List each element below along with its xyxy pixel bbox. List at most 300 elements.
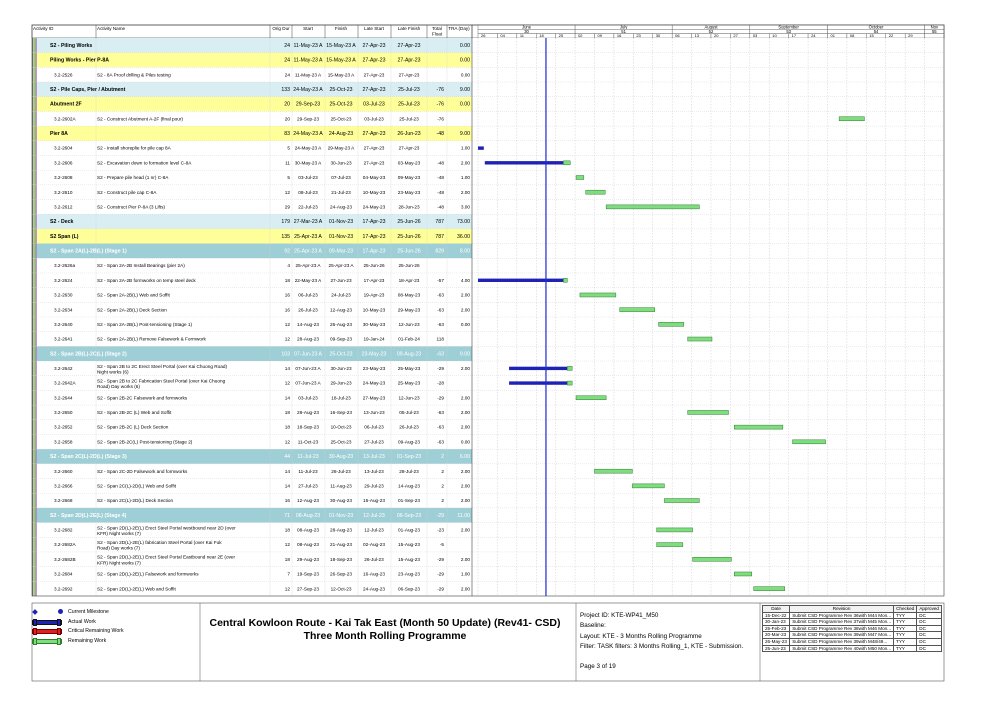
cell-activity-id: 3.2-2652 — [54, 424, 73, 430]
cell-activity-name: S2 - Span 2D(L)-2E(L) Web and Soffit — [97, 586, 176, 592]
wbs-rail — [34, 38, 35, 53]
col-header-late-start: Late Start — [364, 26, 384, 31]
cell-orig-dur: 12 — [284, 336, 290, 342]
remaining-work-bar — [563, 278, 567, 282]
remaining-work-bar — [659, 322, 684, 326]
cell-activity-name: S2 - Construct Pier P-8A (3 Lifts) — [97, 204, 165, 210]
cell-start: 25-Apr-23 A — [295, 263, 321, 269]
cell-late-finish: 27-Apr-23 — [398, 145, 420, 151]
cell-orig-dur: 29 — [284, 204, 290, 210]
cell-tra-day: 2.00 — [460, 365, 470, 371]
cell-total-float: -63 — [437, 439, 444, 445]
cell-late-finish: 27-Apr-23 — [398, 72, 420, 78]
wbs-rail — [33, 317, 34, 332]
cell-late-start: 06-Jul-23 — [364, 424, 384, 430]
revision-cell: TYY — [894, 625, 917, 632]
wbs-rail — [36, 420, 37, 435]
cell-late-finish: 15-Aug-23 — [398, 542, 420, 548]
cell-activity-name: S2 - Span 2C(L)-2D(L) Deck Section — [97, 498, 174, 504]
cell-activity-name: S2 - Span 2D(L)-2E(L) Falsework and formworks — [97, 571, 199, 577]
cell-start: 28-Aug-23 — [297, 410, 319, 416]
cell-late-finish: 09-May-23 — [397, 175, 421, 181]
cell-activity-name: S2 - Excavation down to formation level C-8A — [97, 160, 192, 166]
cell-finish: 24-Jul-23 — [331, 292, 351, 298]
revision-row — [763, 612, 942, 619]
cell-finish: 25-Apr-23 A — [328, 263, 354, 269]
cell-late-finish: 03-May-23 — [397, 160, 421, 166]
cell-orig-dur: 92 — [284, 248, 290, 255]
cell-late-finish: 01-Sep-23 — [398, 498, 420, 504]
cell-start: 19-Sep-23 — [297, 571, 319, 577]
actual-work-bar — [509, 381, 567, 384]
cell-total-float: -57 — [437, 277, 444, 283]
cell-orig-dur: 44 — [284, 454, 290, 461]
cell-late-finish: 25-Jul-23 — [398, 101, 420, 108]
cell-start: 11-Jul-23 — [298, 468, 318, 474]
revision-cell: TYY — [894, 638, 917, 645]
cell-late-finish: 12-Jun-23 — [398, 321, 420, 327]
cell-late-finish: 28-Jun-23 — [398, 204, 420, 210]
cell-late-start: 17-Apr-23 — [362, 233, 386, 240]
cell-late-finish: 09-Aug-23 — [396, 351, 422, 358]
cell-late-start: 27-Apr-23 — [362, 57, 386, 64]
cell-total-float: 2 — [441, 483, 444, 489]
remaining-work-bar — [657, 528, 693, 532]
wbs-rail — [34, 214, 35, 229]
wbs-rail — [33, 479, 34, 494]
cell-finish: 10-Oct-23 — [330, 424, 352, 430]
cell-activity-name: S2 - Span 2A-2B(L) Deck Section — [97, 307, 167, 313]
cell-late-finish: 15-Aug-23 — [398, 556, 420, 562]
cell-activity-id: 3.2-2644 — [54, 395, 73, 401]
cell-late-start: 13-Jul-23 — [363, 454, 385, 461]
legend — [30, 608, 190, 646]
wbs-rail — [36, 493, 37, 508]
wbs-rail — [34, 141, 35, 156]
bar-end-cap — [33, 638, 37, 645]
critical-bar-icon — [32, 629, 62, 634]
wbs-rail — [34, 185, 35, 200]
remaining-work-bar — [563, 161, 570, 165]
wbs-rail — [33, 537, 34, 552]
month-label: Nov — [930, 24, 939, 30]
cell-late-start: 27-Apr-23 — [363, 72, 385, 78]
cell-activity-name: Piling Works - Pier P-8A — [50, 57, 109, 64]
cell-orig-dur: 71 — [284, 512, 290, 519]
wbs-rail — [36, 479, 37, 494]
cell-orig-dur: 16 — [284, 307, 290, 313]
cell-finish: 26-Sep-23 — [330, 571, 352, 577]
wbs-rail — [34, 464, 35, 479]
cell-tra-day: 2.00 — [460, 498, 470, 504]
cell-start: 25-Apr-23 A — [294, 248, 322, 255]
cell-late-start: 27-May-23 — [362, 395, 386, 401]
cell-activity-id: 3.2-2682 — [54, 527, 73, 533]
cell-late-start: 25-Jun-26 — [363, 263, 385, 269]
cell-late-finish: 23-Aug-23 — [398, 571, 420, 577]
cell-start: 26-Jul-23 — [298, 307, 318, 313]
day-label: 15 — [869, 33, 874, 39]
cell-activity-name: S2 - Prepare pile head (1 nr) C-8A — [97, 175, 169, 181]
revision-cell: Submit CSD Programme Rev 40with M50 Mon... — [790, 645, 894, 652]
milestone-icon-2 — [58, 609, 63, 614]
cell-orig-dur: 179 — [281, 219, 290, 226]
cell-total-float: 2 — [441, 498, 444, 504]
month-label: October — [868, 24, 884, 30]
cell-activity-name-cont: KFR) Night works (7) — [97, 560, 141, 566]
cell-late-finish: 25-Jul-23 — [399, 116, 419, 122]
row-band-timeline — [472, 82, 944, 97]
month-label: August — [704, 24, 718, 30]
week-label: 55 — [931, 28, 937, 34]
cell-total-float: -29 — [437, 365, 444, 371]
wbs-rail — [33, 82, 34, 97]
wbs-rail — [33, 258, 34, 273]
cell-start: 24-May-23 A — [293, 86, 323, 93]
cell-late-finish: 23-May-23 — [397, 189, 421, 195]
col-header-late-finish: Late Finish — [397, 26, 421, 31]
day-cell — [925, 34, 944, 38]
day-label: 11 — [519, 33, 524, 39]
cell-activity-name: S2 - Span 2B-2C(L) Post-tensioning (Stage 2) — [97, 439, 193, 445]
cell-total-float: 118 — [436, 336, 444, 342]
wbs-rail — [36, 200, 37, 215]
cell-total-float: 787 — [435, 219, 444, 226]
cell-late-start: 16-Aug-23 — [363, 571, 385, 577]
remaining-bar-icon — [32, 639, 62, 644]
week-label: 53 — [786, 28, 792, 34]
cell-tra-day: 0.00 — [460, 72, 470, 78]
col-header-tra-day: TRA (Day) — [448, 26, 470, 31]
cell-finish: 18-Jul-23 — [331, 395, 351, 401]
cell-finish: 25-Oct-23 — [329, 86, 353, 93]
remaining-work-bar — [693, 557, 732, 561]
actual-work-bar — [478, 279, 563, 282]
cell-late-finish: 12-Jun-23 — [398, 395, 420, 401]
remaining-work-bar — [606, 205, 699, 209]
revision-cell: 30-Jan-23 — [763, 619, 790, 626]
remaining-work-bar — [567, 366, 572, 370]
cell-start: 24-May-23 A — [293, 131, 323, 138]
cell-activity-id: 3.2-2602A — [54, 116, 76, 122]
cell-orig-dur: 18 — [284, 410, 290, 416]
cell-tra-day: 9.00 — [459, 351, 470, 358]
revision-cell: TYY — [894, 619, 917, 626]
row-band-timeline — [472, 214, 944, 229]
legend-label: Actual Work — [68, 618, 96, 625]
wbs-rail — [34, 170, 35, 185]
cell-tra-day: 6.00 — [459, 454, 470, 461]
milestone-icon — [32, 609, 38, 615]
cell-orig-dur: 14 — [284, 365, 290, 371]
remaining-work-bar — [576, 176, 584, 180]
wbs-rail — [33, 141, 34, 156]
cell-activity-name: S2 - Span 2B-2C (L) Deck Section — [97, 424, 169, 430]
cell-finish: 15-May-23 A — [327, 72, 355, 78]
cell-activity-name: S2 - Span 2A(L)-2B(L) (Stage 1) — [50, 248, 127, 255]
cell-activity-id: 3.2-2606 — [54, 160, 73, 166]
cell-total-float: -5 — [439, 542, 444, 548]
cell-total-float: -28 — [437, 380, 444, 386]
wbs-rail — [36, 170, 37, 185]
cell-orig-dur: 20 — [284, 116, 290, 122]
cell-activity-name: S2 - Span 2D(L)-2E(L) fabrication Steel Portal (over Kai Fuk — [97, 540, 222, 546]
cell-finish: 25-Oct-23 — [330, 439, 352, 445]
cell-finish: 01-Nov-23 — [328, 512, 354, 519]
cell-late-start: 29-Jul-23 — [364, 483, 384, 489]
revision-cell: TYY — [894, 632, 917, 639]
wbs-rail — [33, 449, 34, 464]
cell-orig-dur: 14 — [284, 395, 290, 401]
wbs-rail — [34, 288, 35, 303]
cell-late-start: 23-May-23 — [361, 351, 387, 358]
wbs-rail — [33, 244, 34, 259]
cell-finish: 18-Sep-23 — [330, 556, 352, 562]
remaining-work-bar — [734, 572, 751, 576]
wbs-rail — [34, 244, 35, 259]
remaining-work-bar — [754, 587, 785, 591]
wbs-rail — [34, 53, 35, 68]
day-label: 09 — [597, 33, 602, 39]
cell-total-float: -48 — [437, 189, 444, 195]
cell-orig-dur: 24 — [284, 72, 290, 78]
revision-cell: 26-May-23 — [763, 638, 790, 645]
cell-finish: 26-Jul-23 — [331, 468, 351, 474]
cell-finish: 29-May-23 A — [327, 145, 355, 151]
cell-total-float: -63 — [437, 307, 444, 313]
day-label: 01 — [830, 33, 835, 39]
col-header-activity-name: Activity Name — [97, 26, 126, 31]
revision-cell: 20-Mar-23 — [763, 632, 790, 639]
cell-finish: 15-May-23 A — [326, 57, 356, 64]
cell-finish: 16-Sep-23 — [330, 410, 352, 416]
day-label: 22 — [888, 33, 894, 39]
wbs-rail — [36, 464, 37, 479]
revision-cell: DC — [917, 619, 942, 626]
cell-start: 18-Sep-23 — [297, 424, 319, 430]
cell-activity-name: Pier 8A — [50, 131, 68, 138]
cell-tra-day: 2.00 — [460, 292, 470, 298]
cell-activity-id: 3.2-2650 — [54, 410, 73, 416]
cell-late-start: 27-Apr-23 — [363, 160, 385, 166]
cell-finish: 21-Aug-23 — [330, 542, 352, 548]
bar-end-cap — [57, 619, 61, 626]
cell-late-start: 15-Aug-23 — [363, 498, 385, 504]
revision-cell: TYY — [894, 645, 917, 652]
wbs-rail — [34, 537, 35, 552]
revision-cell: DC — [917, 645, 942, 652]
day-label: 02 — [578, 33, 583, 39]
cell-start: 11-May-23 A — [294, 72, 322, 78]
cell-late-finish: 25-May-23 — [397, 380, 421, 386]
cell-tra-day: 0.00 — [459, 101, 470, 108]
cell-orig-dur: 14 — [284, 468, 290, 474]
wbs-rail — [36, 390, 37, 405]
wbs-rail — [33, 288, 34, 303]
wbs-rail — [33, 552, 34, 567]
cell-finish: 24-Aug-23 — [328, 131, 354, 138]
cell-total-float: -29 — [437, 571, 444, 577]
day-label: 17 — [791, 33, 797, 39]
cell-orig-dur: 24 — [284, 57, 290, 64]
cell-start: 08-Jul-23 — [298, 189, 318, 195]
wbs-rail — [33, 273, 34, 288]
cell-start: 14-Aug-23 — [297, 321, 319, 327]
cell-activity-name: S2 - Span 2A-2B Install Bearings (pier 2A) — [97, 263, 185, 269]
bar-end-cap — [33, 628, 37, 635]
cell-activity-name: S2 - Install shoreplie for pile cap 8A — [97, 145, 171, 151]
cell-late-finish: 08-May-23 — [397, 292, 421, 298]
cell-start: 11-May-23 A — [293, 42, 323, 49]
wbs-rail — [36, 581, 37, 596]
day-label: 04 — [500, 33, 505, 39]
cell-orig-dur: 18 — [284, 556, 290, 562]
day-label: 03 — [752, 33, 758, 39]
cell-total-float: -48 — [437, 175, 444, 181]
cell-total-float: -63 — [437, 292, 444, 298]
wbs-rail — [36, 126, 37, 141]
cell-activity-name: S2 - Span 2D(L)-2E(L) Erect Steel Portal Eastbound near 2E (over — [97, 554, 236, 560]
day-label: 10 — [772, 33, 777, 39]
cell-start: 29-Aug-23 — [297, 556, 319, 562]
cell-finish: 01-Nov-23 — [328, 219, 354, 226]
cell-late-start: 03-Jul-23 — [363, 101, 385, 108]
cell-late-start: 19-Apr-23 — [363, 292, 385, 298]
cell-finish: 25-Oct-23 — [329, 351, 353, 358]
legend-item — [30, 618, 190, 628]
cell-start: 27-Mar-23 A — [293, 219, 323, 226]
revision-cell: 25-Feb-23 — [763, 625, 790, 632]
cell-tra-day: 9.00 — [459, 131, 470, 138]
cell-tra-day: 2.00 — [460, 586, 470, 592]
cell-activity-name: S2 - Span 2A-2B(L) Post-tensioning (Stage 1) — [97, 321, 193, 327]
cell-finish: 30-Aug-23 — [328, 454, 354, 461]
cell-activity-name: S2 - Span 2D(L)-2E(L) Erect Steel Portal westbound near 2D (over — [97, 525, 236, 531]
wbs-rail — [34, 111, 35, 126]
cell-finish: 09-Sep-23 — [330, 336, 352, 342]
cell-orig-dur: 18 — [284, 277, 290, 283]
row-band-timeline — [472, 508, 944, 523]
cell-tra-day: 2.00 — [460, 556, 470, 562]
filter-name: Filter: TASK filters: 3 Months Rolling_1, KTE - Submission. — [580, 643, 744, 651]
cell-activity-id: 3.2-2684 — [54, 571, 73, 577]
cell-tra-day: 4.00 — [460, 277, 470, 283]
wbs-rail — [34, 479, 35, 494]
cell-finish: 07-Jul-23 — [331, 175, 351, 181]
wbs-rail — [33, 170, 34, 185]
wbs-rail — [33, 38, 34, 53]
cell-total-float: -63 — [437, 410, 444, 416]
cell-tra-day: 0.00 — [460, 439, 470, 445]
day-label: 06 — [675, 33, 680, 39]
cell-activity-name: S2 - Span 2B to 2C Erect Steel Portal (over Kai Chuong Road) — [97, 363, 228, 369]
cell-start: 03-Jul-23 — [298, 395, 318, 401]
cell-late-start: 03-Jul-23 — [364, 116, 384, 122]
cell-late-finish: 27-Apr-23 — [397, 42, 421, 49]
row-band-timeline — [472, 38, 944, 53]
remaining-work-bar — [620, 308, 655, 312]
cell-activity-name: S2 - Span 2A-2B(L) Web and Soffit — [97, 292, 170, 298]
wbs-rail — [36, 244, 37, 259]
cell-start: 29-Sep-23 — [295, 101, 321, 108]
day-label: 29 — [908, 33, 913, 39]
cell-tra-day: 1.00 — [460, 175, 470, 181]
day-label: 25 — [558, 33, 564, 39]
month-label: June — [521, 24, 532, 30]
cell-start: 08-Aug-23 — [297, 542, 319, 548]
cell-late-start: 27-Apr-23 — [362, 86, 386, 93]
cell-activity-id: 3.2-2666 — [54, 483, 73, 489]
table-header — [32, 25, 944, 39]
cell-tra-day: 3.00 — [460, 204, 470, 210]
day-label: 26 — [481, 33, 486, 39]
remaining-work-bar — [839, 117, 864, 121]
cell-finish: 28-Aug-23 — [330, 527, 352, 533]
cell-activity-id: 3.2-2612 — [54, 204, 73, 210]
cell-activity-name: Abutment 2F — [50, 101, 82, 108]
cell-finish: 27-Jun-23 — [330, 277, 352, 283]
cell-late-finish: 28-Jul-23 — [399, 468, 419, 474]
wbs-rail — [33, 376, 34, 391]
revision-header-cell: Revision — [790, 606, 894, 613]
col-header-activity-id: Activity ID — [33, 26, 54, 31]
wbs-rail — [36, 141, 37, 156]
cell-start: 07-Jun-23 A — [295, 365, 321, 371]
wbs-rail — [36, 185, 37, 200]
cell-total-float: -29 — [437, 556, 444, 562]
footer-title — [205, 617, 565, 643]
wbs-rail — [36, 405, 37, 420]
cell-orig-dur: 12 — [284, 542, 290, 548]
cell-total-float: -76 — [436, 86, 444, 93]
cell-finish: 26-Aug-23 — [330, 321, 352, 327]
revision-cell: 25-Jun-23 — [763, 645, 790, 652]
week-label: 51 — [621, 28, 626, 34]
footer-title-line2: Three Month Rolling Programme — [303, 630, 467, 642]
cell-activity-name: S2 - Span 2B-2C (L) Web and Soffit — [97, 410, 172, 416]
cell-start: 30-May-23 A — [294, 160, 322, 166]
remaining-work-bar — [632, 484, 664, 488]
wbs-rail — [33, 229, 34, 244]
wbs-rail — [34, 405, 35, 420]
project-info — [580, 611, 760, 672]
page-number: Page 3 of 19 — [580, 662, 616, 670]
cell-activity-id: 3.2-2642 — [54, 365, 73, 371]
wbs-rail — [33, 567, 34, 582]
cell-start: 28-Aug-23 — [297, 336, 319, 342]
cell-total-float: -63 — [437, 321, 444, 327]
cell-late-start: 10-May-23 — [362, 189, 386, 195]
cell-start: 27-Jul-23 — [298, 483, 318, 489]
day-label: 20 — [714, 33, 719, 39]
cell-tra-day: 2.00 — [460, 468, 470, 474]
cell-orig-dur: 5 — [287, 145, 290, 151]
cell-orig-dur: 133 — [281, 86, 290, 93]
bar-end-cap — [57, 638, 61, 645]
wbs-rail — [34, 67, 35, 82]
cell-late-finish: 25-Jun-26 — [397, 248, 421, 255]
revision-row — [763, 645, 942, 652]
wbs-rail — [36, 346, 37, 361]
cell-activity-name: S2 - Span 2D(L)-2E(L) (Stage 4) — [50, 512, 127, 519]
wbs-rail — [36, 38, 37, 53]
month-label: September — [778, 24, 799, 30]
revision-table — [762, 605, 942, 652]
cell-activity-name: S2 - Construct Abutment A-2F (final pour) — [97, 116, 183, 122]
remaining-work-bar — [567, 381, 572, 385]
cell-start: 08-Aug-23 — [297, 527, 319, 533]
remaining-work-bar — [664, 499, 699, 503]
